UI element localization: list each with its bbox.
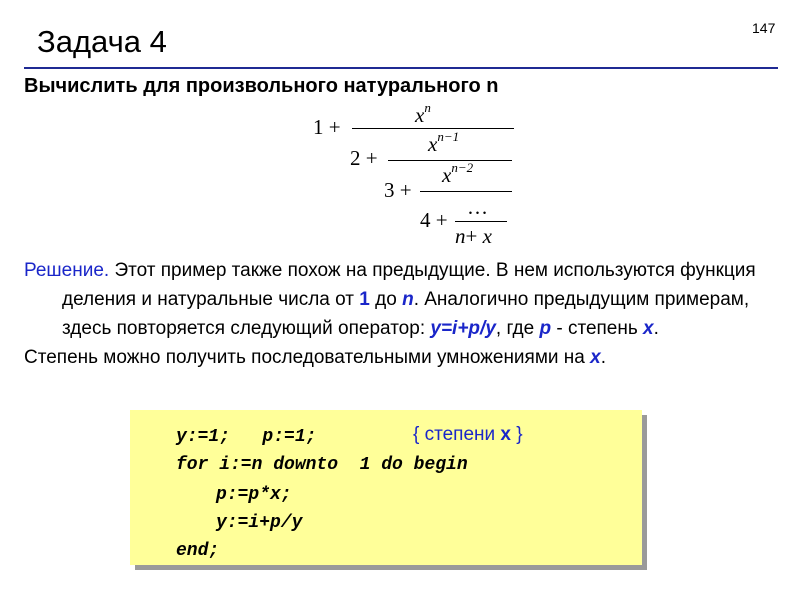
operator-expression: y=i+p/y (430, 318, 496, 339)
solution-paragraph: Решение. Этот пример также похож на предыдущие. В нем используются функция деления и натуральные числа от 1 до n. Аналогично предыдущим примерам, здесь повторяется следующий оператор: y=i+p/y, где p - степень x. (24, 260, 756, 339)
slide-number: 147 (752, 20, 776, 36)
title-underline (24, 67, 778, 69)
code-comment: { степени x } (413, 424, 523, 445)
formula-l1-numerator: $x^n$ (415, 100, 431, 127)
formula-l3-numerator: $x^{n-2}$ (442, 160, 474, 187)
code-line-4: y:=i+p/y (216, 513, 303, 533)
code-line-2: for i:=n downto 1 do begin (176, 455, 468, 475)
formula-l2-numerator: $x^{n-1}$ (428, 129, 460, 156)
formula-l4-constant: 4 + (420, 208, 448, 232)
solution-paragraph-2: Степень можно получить последовательными умножениями на x. (24, 347, 606, 368)
formula-l2-fraction-bar (388, 160, 512, 161)
solution-text (24, 256, 794, 372)
code-line-5: end; (176, 541, 220, 561)
formula-l4-denominator: n+ x (455, 224, 492, 248)
formula-l4-numerator: … (467, 195, 488, 219)
code-block (130, 410, 642, 565)
formula-l3-constant: 3 + (384, 178, 412, 202)
slide-title: Задача 4 (37, 24, 167, 59)
formula-l3-fraction-bar (420, 191, 512, 192)
code-line-3: p:=p*x; (216, 485, 292, 505)
code-line-1: y:=1; p:=1; (176, 427, 317, 447)
formula-l4-fraction-bar (455, 221, 507, 222)
formula-l1-fraction-bar (352, 128, 514, 129)
formula-l1-constant: 1 + (313, 115, 341, 139)
solution-label: Решение. (24, 260, 110, 281)
task-statement: Вычислить для произвольного натурального n (24, 75, 499, 97)
continued-fraction-formula (300, 100, 540, 255)
formula-l2-constant: 2 + (350, 146, 378, 170)
